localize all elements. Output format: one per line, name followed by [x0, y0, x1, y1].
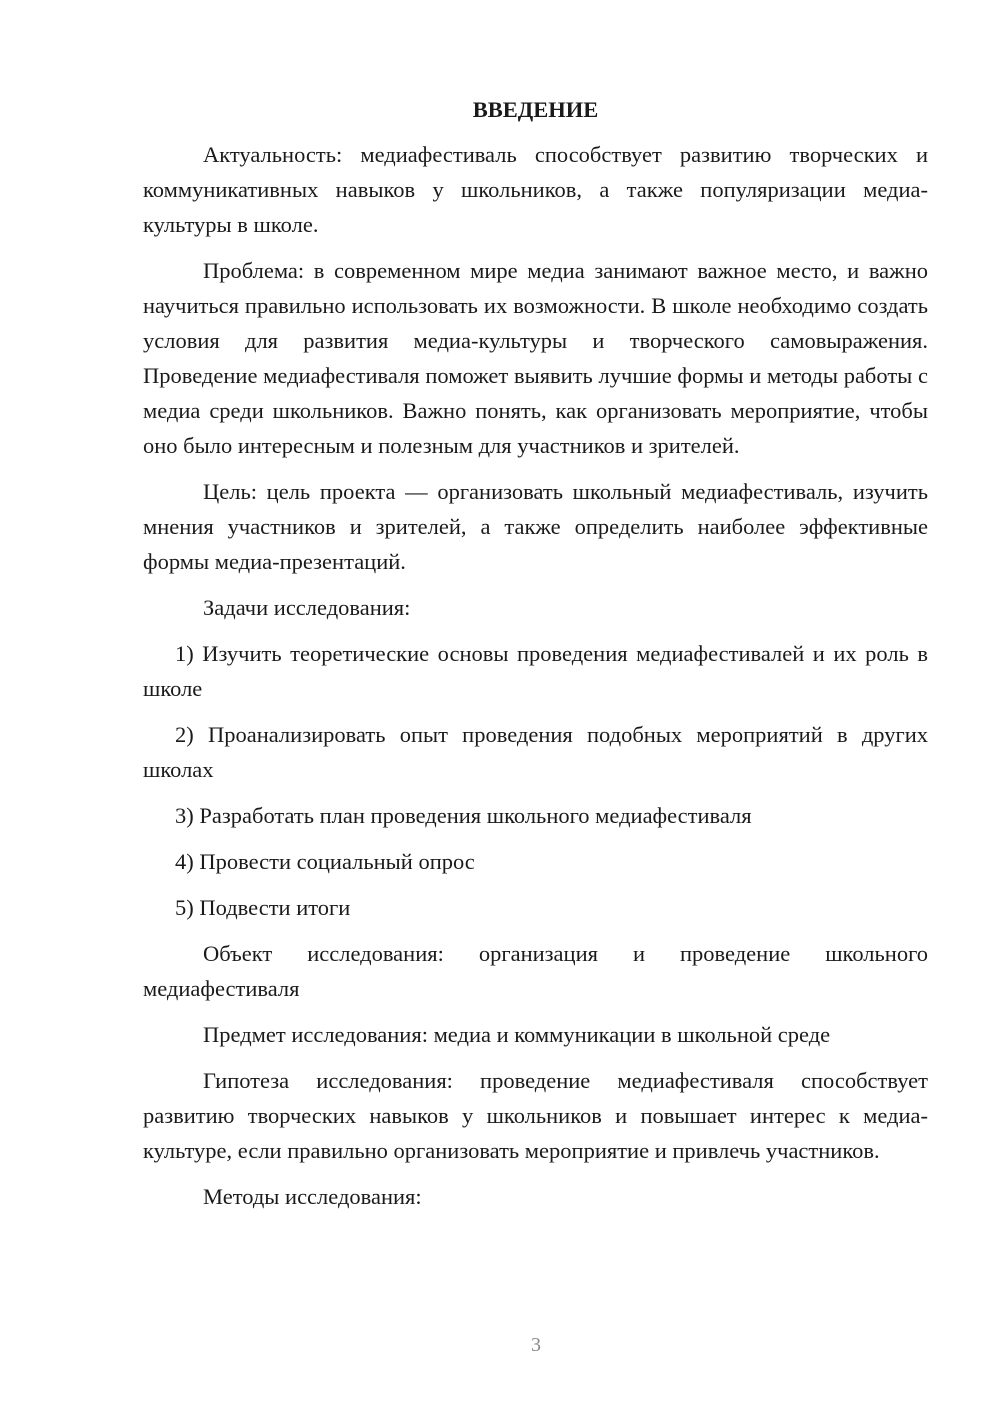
- object-paragraph: Объект исследования: организация и проведение школьного медиафестиваля: [143, 941, 928, 1001]
- page-number: 3: [531, 1334, 541, 1356]
- task-item-2: 2) Проанализировать опыт проведения подобных мероприятий в других школах: [143, 722, 928, 782]
- hypothesis-paragraph: Гипотеза исследования: проведение медиафестиваля способствует развитию творческих навыков у школьников и повышает интерес к медиа-культуре, если правильно организовать мероприятие и привлечь участников.: [143, 1068, 928, 1163]
- goal-paragraph: Цель: цель проекта — организовать школьный медиафестиваль, изучить мнения участников и зрителей, а также определить наиболее эффективные формы медиа-презентаций.: [143, 479, 928, 574]
- task-item-4: 4) Провести социальный опрос: [175, 849, 475, 874]
- section-title: ВВЕДЕНИЕ: [472, 97, 599, 122]
- task-item-5: 5) Подвести итоги: [175, 895, 351, 920]
- methods-heading: Методы исследования:: [203, 1184, 422, 1209]
- relevance-paragraph: Актуальность: медиафестиваль способствует развитию творческих и коммуникативных навыков у школьников, а также популяризации медиа-культуры в школе.: [143, 142, 928, 237]
- tasks-heading: Задачи исследования:: [203, 595, 411, 620]
- task-item-1: 1) Изучить теоретические основы проведения медиафестивалей и их роль в школе: [143, 641, 928, 701]
- task-item-3: 3) Разработать план проведения школьного медиафестиваля: [175, 803, 752, 828]
- page-content: [143, 92, 928, 1225]
- subject-paragraph: Предмет исследования: медиа и коммуникации в школьной среде: [203, 1022, 831, 1047]
- problem-paragraph: Проблема: в современном мире медиа занимают важное место, и важно научиться правильно использовать их возможности. В школе необходимо создать условия для развития медиа-культуры и творческого самовыражения. Проведение медиафестиваля поможет выявить лучшие формы и методы работы с медиа среди школьников. Важно понять, как организовать мероприятие, чтобы оно было интересным и полезным для участников и зрителей.: [143, 258, 928, 458]
